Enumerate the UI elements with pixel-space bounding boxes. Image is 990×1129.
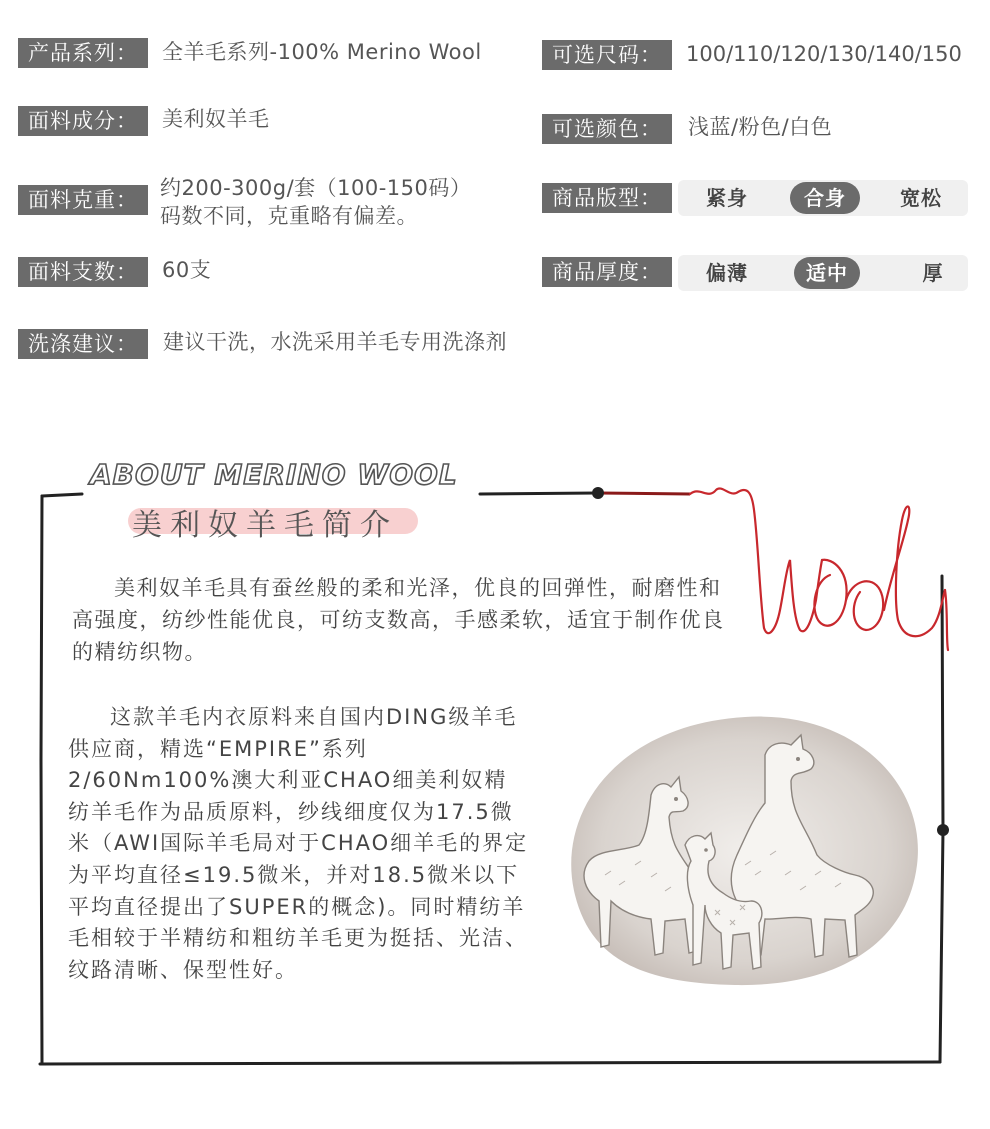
thickness-option-medium[interactable]: 适中 (794, 257, 860, 289)
intro-title-cn: 美利奴羊毛简介 (132, 508, 398, 543)
spec-label-material: 面料成分： (18, 106, 148, 136)
spec-value-washing: 建议干洗，水洗采用羊毛专用洗涤剂 (163, 330, 507, 354)
spec-label-sizes: 可选尺码： (542, 40, 672, 70)
spec-value-material: 美利奴羊毛 (162, 107, 270, 131)
intro-title-en: ABOUT MERINO WOOL (90, 458, 458, 491)
thickness-option-thick[interactable]: 厚 (922, 261, 944, 285)
spec-label-washing: 洗涤建议： (18, 329, 148, 359)
spec-label-thickness: 商品厚度： (542, 257, 672, 287)
spec-label-weight: 面料克重： (18, 185, 148, 215)
spec-label-count: 面料支数： (18, 257, 148, 287)
spec-label-fit: 商品版型： (542, 183, 672, 213)
frame-dot-top (592, 487, 604, 499)
intro-paragraph-2: 这款羊毛内衣原料来自国内DING级羊毛供应商，精选“EMPIRE”系列2/60Nm100%澳大利亚CHAO细美利奴精纺羊毛作为品质原料，纱线细度仅为17.5微米（AWI国际羊毛局对于CHAO细羊毛的界定为平均直径≤19.5微米，并对18.5微米以下平均直径提出了SUPER的概念)。同时精纺羊毛相较于半精纺和粗纺羊毛更为挺括、光洁、纹路清晰、保型性好。 (68, 705, 529, 982)
fit-option-regular[interactable]: 合身 (790, 182, 860, 214)
intro-paragraph-1: 美利奴羊毛具有蚕丝般的柔和光泽，优良的回弹性，耐磨性和高强度，纺纱性能优良，可纺支数高，手感柔软，适宜于制作优良的精纺织物。 (72, 576, 725, 664)
spec-label-series: 产品系列： (18, 38, 148, 68)
spec-label-colors: 可选颜色： (542, 114, 672, 144)
fit-option-loose[interactable]: 宽松 (900, 186, 942, 210)
thickness-option-thin[interactable]: 偏薄 (706, 261, 748, 285)
spec-value-weight-line1: 约200-300g/套（100-150码） (160, 176, 472, 200)
frame-dot-right (937, 824, 949, 836)
spec-value-weight-line2: 码数不同，克重略有偏差。 (160, 204, 418, 228)
alpaca-family-illustration (555, 705, 925, 990)
spec-value-sizes: 100/110/120/130/140/150 (686, 42, 962, 66)
fit-option-tight[interactable]: 紧身 (706, 186, 748, 210)
spec-value-count: 60支 (162, 258, 212, 282)
spec-value-series: 全羊毛系列-100% Merino Wool (162, 40, 482, 64)
spec-value-colors: 浅蓝/粉色/白色 (688, 115, 833, 139)
